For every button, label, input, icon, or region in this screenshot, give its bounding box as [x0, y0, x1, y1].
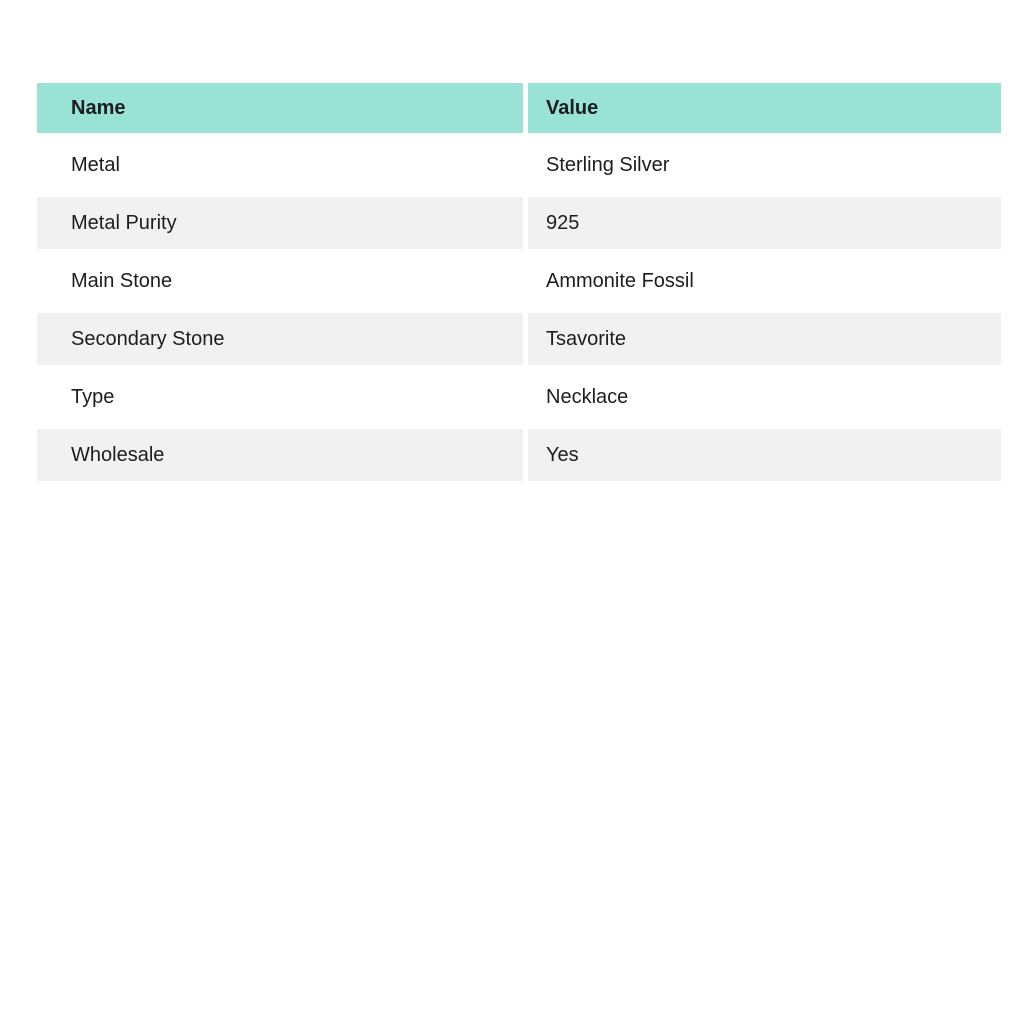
attributes-table	[32, 77, 1006, 487]
column-header-value: Value	[528, 83, 1001, 133]
attribute-name-cell: Secondary Stone	[37, 313, 523, 365]
attribute-name-cell: Metal Purity	[37, 197, 523, 249]
attribute-name-cell: Main Stone	[37, 255, 523, 307]
attribute-value-cell: Yes	[528, 429, 1001, 481]
header-row	[37, 83, 1001, 133]
table-row	[37, 255, 1001, 307]
column-header-name: Name	[37, 83, 523, 133]
attribute-name-cell: Type	[37, 371, 523, 423]
attributes-table-container	[32, 77, 1006, 487]
attribute-value-cell: Tsavorite	[528, 313, 1001, 365]
table-row	[37, 139, 1001, 191]
attribute-value-cell: Necklace	[528, 371, 1001, 423]
attribute-value-cell: Ammonite Fossil	[528, 255, 1001, 307]
attribute-value-cell: 925	[528, 197, 1001, 249]
attribute-value-cell: Sterling Silver	[528, 139, 1001, 191]
attribute-name-cell: Metal	[37, 139, 523, 191]
table-row	[37, 313, 1001, 365]
table-row	[37, 429, 1001, 481]
table-row	[37, 371, 1001, 423]
table-row	[37, 197, 1001, 249]
attribute-name-cell: Wholesale	[37, 429, 523, 481]
